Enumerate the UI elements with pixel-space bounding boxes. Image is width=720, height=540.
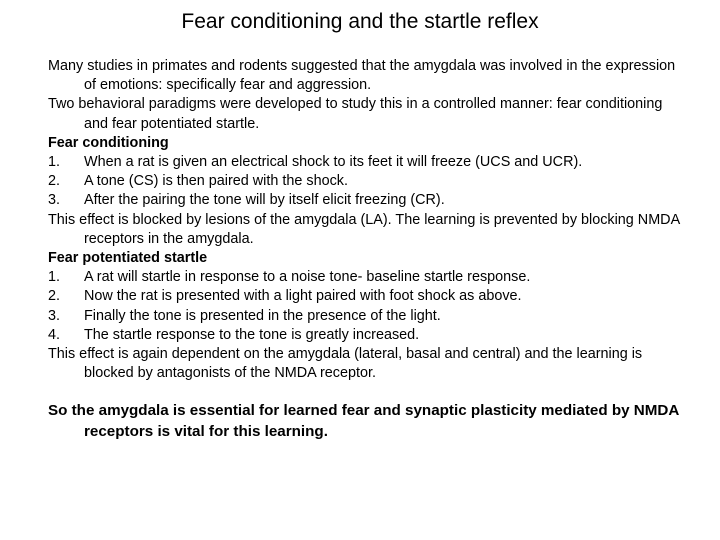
fear-conditioning-note: This effect is blocked by lesions of the amygdala (LA). The learning is prevented by blocking NMDA receptors in the amygdala. bbox=[48, 211, 680, 247]
fear-startle-heading: Fear potentiated startle bbox=[48, 250, 208, 267]
list-item-text: Finally the tone is presented in the presence of the light. bbox=[84, 307, 441, 324]
list-item-text: When a rat is given an electrical shock to its feet it will freeze (UCS and UCR). bbox=[84, 154, 583, 171]
list-item-number: 2. bbox=[48, 288, 61, 305]
list-item bbox=[48, 307, 688, 326]
list-item-text: Now the rat is presented with a light paired with foot shock as above. bbox=[84, 288, 522, 305]
list-item-text: A rat will startle in response to a noise tone- baseline startle response. bbox=[84, 269, 531, 286]
list-item-text: A tone (CS) is then paired with the shock. bbox=[84, 173, 348, 190]
list-item bbox=[48, 172, 688, 191]
list-item-text: The startle response to the tone is greatly increased. bbox=[84, 326, 420, 343]
list-item bbox=[48, 191, 688, 210]
fear-conditioning-heading: Fear conditioning bbox=[48, 134, 169, 151]
list-item-number: 1. bbox=[48, 154, 61, 171]
conclusion-text: So the amygdala is essential for learned fear and synaptic plasticity mediated by NMDA receptors is vital for this learning. bbox=[48, 402, 679, 440]
list-item bbox=[48, 268, 688, 287]
list-item-number: 1. bbox=[48, 269, 61, 286]
slide-title: Fear conditioning and the startle reflex bbox=[181, 10, 539, 33]
intro-paragraph-1: Many studies in primates and rodents suggested that the amygdala was involved in the expression of emotions: specifically fear and aggression. bbox=[48, 58, 676, 94]
slide-body bbox=[48, 57, 688, 442]
list-item bbox=[48, 287, 688, 306]
list-item bbox=[48, 153, 688, 172]
intro-paragraph-2: Two behavioral paradigms were developed to study this in a controlled manner: fear conditioning and fear potentiated startle. bbox=[48, 96, 663, 132]
list-item-number: 4. bbox=[48, 326, 61, 343]
list-item-number: 3. bbox=[48, 307, 61, 324]
list-item bbox=[48, 326, 688, 345]
fear-startle-note: This effect is again dependent on the amygdala (lateral, basal and central) and the learning is blocked by antagonists of the NMDA receptor. bbox=[48, 346, 643, 382]
list-item-number: 3. bbox=[48, 192, 61, 209]
list-item-text: After the pairing the tone will by itself elicit freezing (CR). bbox=[84, 192, 445, 209]
list-item-number: 2. bbox=[48, 173, 61, 190]
